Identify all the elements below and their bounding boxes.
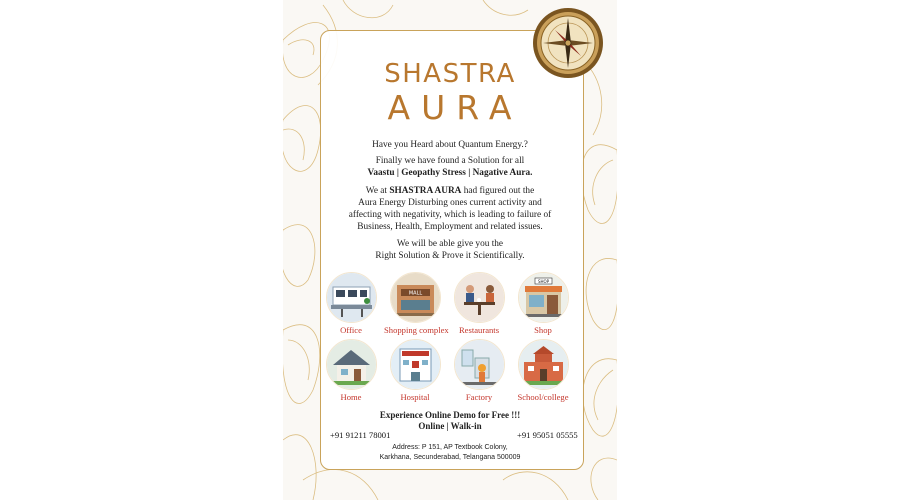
place-shopping-complex (384, 272, 449, 335)
home-icon (326, 339, 377, 390)
intro-question: Have you Heard about Quantum Energy.? (372, 140, 528, 150)
phone-number-2[interactable]: +91 95051 05555 (517, 430, 578, 440)
phone-number-1[interactable]: +91 91211 78001 (330, 430, 391, 440)
place-label: School/college (517, 392, 569, 402)
address-line1: Address: P 151, AP Textbook Colony, (392, 444, 508, 451)
place-restaurants (448, 272, 510, 335)
office-icon (326, 272, 377, 323)
place-home (320, 339, 382, 402)
brand-name-line2: AURA (387, 88, 523, 127)
factory-icon (454, 339, 505, 390)
body-line3: affecting with negativity, which is leading to failure of (348, 210, 552, 220)
shop-sign: SHOP (537, 279, 549, 284)
mall-icon (390, 272, 441, 323)
promise-line2: Right Solution & Prove it Scientifically. (375, 251, 525, 261)
restaurant-icon (454, 272, 505, 323)
cta-line1: Experience Online Demo for Free !!! (379, 410, 521, 420)
place-label: Office (340, 325, 362, 335)
intro-solution: Finally we have found a Solution for all (375, 156, 525, 166)
place-label: Factory (465, 392, 493, 402)
cta-line2: Online | Walk-in (418, 421, 482, 431)
place-shop (512, 272, 574, 335)
place-label: Hospital (400, 392, 430, 402)
place-hospital (384, 339, 446, 402)
body-line4: Business, Health, Employment and related issues. (357, 222, 543, 232)
place-label: Home (340, 392, 362, 402)
place-school-college (512, 339, 574, 402)
address-line2: Karkhana, Secunderabad, Telangana 500009 (379, 454, 521, 461)
intro-topics: Vaastu | Geopathy Stress | Nagative Aura. (367, 168, 533, 178)
place-office (320, 272, 382, 335)
body-line1: We at SHASTRA AURA had figured out the (365, 186, 535, 196)
place-factory (448, 339, 510, 402)
shop-icon (518, 272, 569, 323)
promise-line1: We will be able give you the (396, 239, 504, 249)
school-icon (518, 339, 569, 390)
brand-name-line1: SHASTRA (384, 59, 516, 89)
place-label: Shop (534, 325, 552, 335)
hospital-icon (390, 339, 441, 390)
place-label: Restaurants (458, 325, 500, 335)
place-label: Shopping complex (384, 325, 449, 335)
poster (283, 0, 617, 500)
mall-sign: MALL (408, 290, 422, 297)
body-line2: Aura Energy Disturbing ones current activity and (358, 198, 542, 208)
company-name: SHASTRA AURA (389, 186, 462, 196)
